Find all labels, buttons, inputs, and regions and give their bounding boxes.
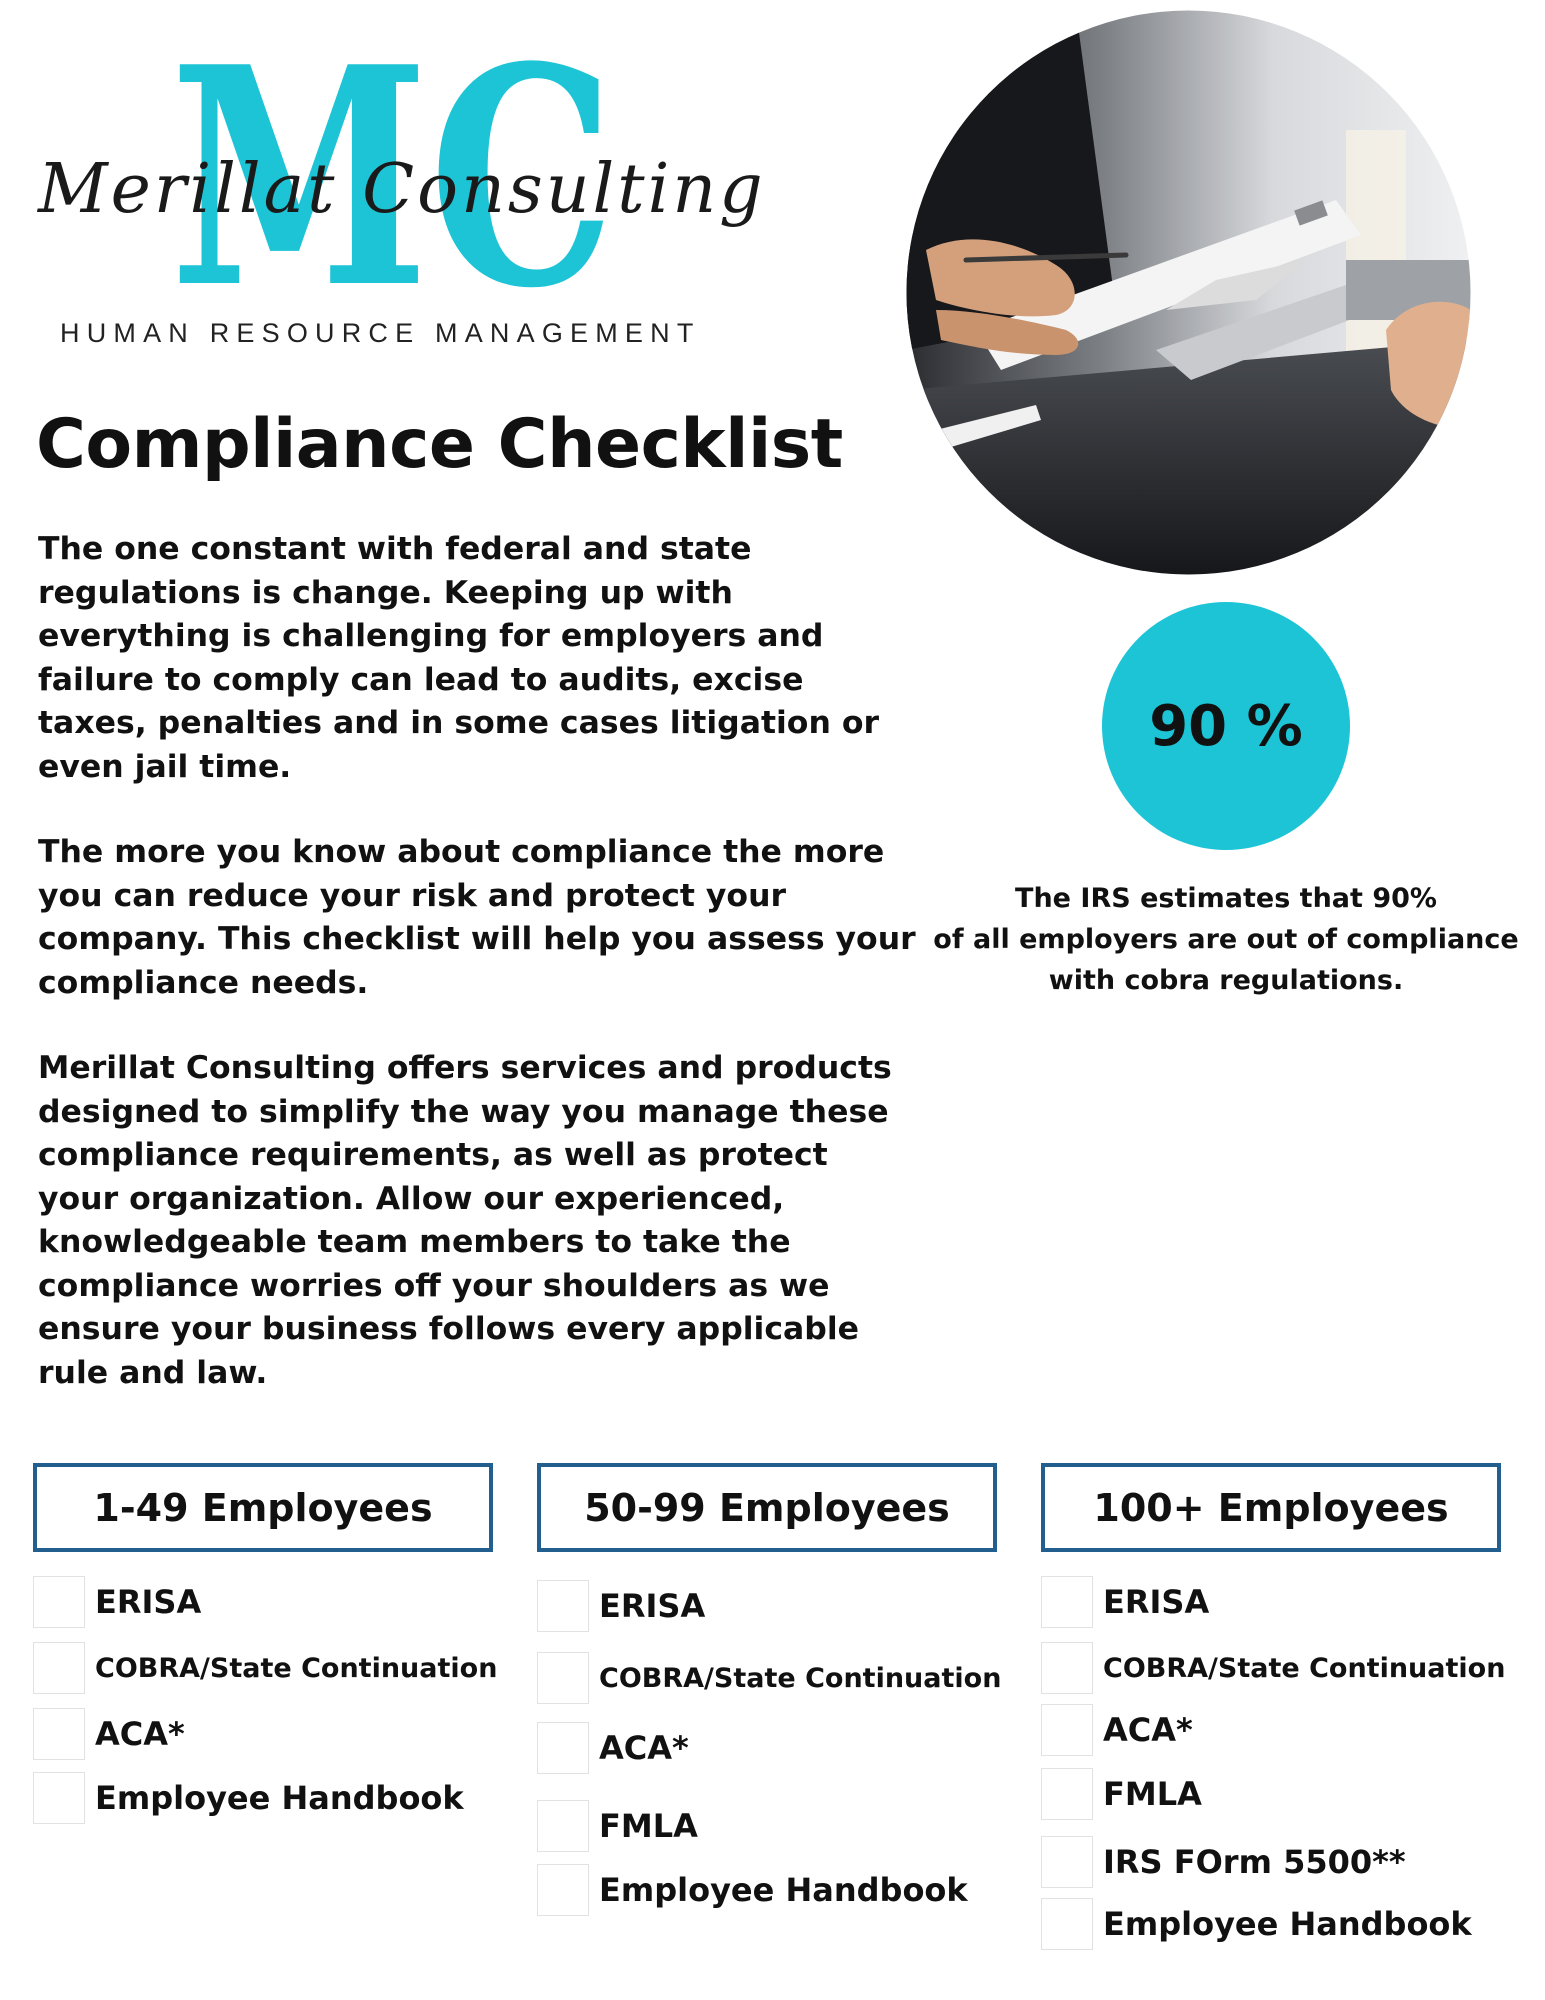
checklist-item-label: COBRA/State Continuation: [599, 1662, 1002, 1694]
intro-paragraph: The one constant with federal and state regulations is change. Keeping up with everything is challenging for employers and failure to comply can lead to audits, excise taxes, penalties and in some cases litigation or even jail time.: [38, 531, 880, 785]
checkbox[interactable]: [1041, 1642, 1093, 1694]
checkbox[interactable]: [537, 1864, 589, 1916]
checkbox[interactable]: [33, 1708, 85, 1760]
knowledge-paragraph: The more you know about compliance the more you can reduce your risk and protect your company. This checklist will help you assess your compliance needs.: [38, 834, 916, 1001]
svg-text:MC: MC: [170, 48, 615, 308]
checklist-item-label: Employee Handbook: [599, 1871, 968, 1909]
checklist-item[interactable]: [33, 1574, 201, 1630]
checklist-item-label: COBRA/State Continuation: [95, 1652, 498, 1684]
checklist-item-label: ERISA: [95, 1583, 202, 1621]
checklist-item[interactable]: [1041, 1640, 1505, 1696]
checklist-item-label: COBRA/State Continuation: [1103, 1652, 1506, 1684]
checkbox[interactable]: [33, 1576, 85, 1628]
checkbox[interactable]: [537, 1800, 589, 1852]
page-title: Compliance Checklist: [36, 405, 843, 484]
checkbox[interactable]: [537, 1652, 589, 1704]
column-header-100-plus: 100+ Employees: [1041, 1463, 1501, 1552]
checklist-item-label: IRS FOrm 5500**: [1103, 1843, 1406, 1881]
checkbox[interactable]: [1041, 1836, 1093, 1888]
checkbox[interactable]: [1041, 1898, 1093, 1950]
checklist-item[interactable]: [537, 1650, 1001, 1706]
column-header-1-49: 1-49 Employees: [33, 1463, 493, 1552]
checklist-item[interactable]: [33, 1770, 464, 1826]
checklist-item[interactable]: [1041, 1574, 1209, 1630]
checklist-item-label: ERISA: [599, 1587, 706, 1625]
business-meeting-photo: [906, 10, 1471, 575]
checklist-item[interactable]: [1041, 1766, 1202, 1822]
checklist-item[interactable]: [33, 1706, 185, 1762]
checklist-item-label: FMLA: [599, 1807, 698, 1845]
checklist-item-label: ACA*: [599, 1729, 689, 1767]
checkbox[interactable]: [537, 1722, 589, 1774]
checklist-item[interactable]: [1041, 1702, 1193, 1758]
checklist-item[interactable]: [1041, 1834, 1406, 1890]
stat-caption-line: of all employers are out of compliance: [933, 924, 1519, 955]
logo-script-name: Merillat Consulting: [38, 150, 766, 229]
checklist-item-label: ERISA: [1103, 1583, 1210, 1621]
checklist-item-label: FMLA: [1103, 1775, 1202, 1813]
checkbox[interactable]: [33, 1772, 85, 1824]
checklist-item[interactable]: [1041, 1896, 1472, 1952]
checklist-item[interactable]: [33, 1640, 497, 1696]
checklist-item-label: Employee Handbook: [95, 1779, 464, 1817]
checklist-item[interactable]: [537, 1720, 689, 1776]
stat-caption-line: The IRS estimates that 90%: [1015, 883, 1437, 914]
checkbox[interactable]: [1041, 1768, 1093, 1820]
checklist-item[interactable]: [537, 1798, 698, 1854]
column-header-50-99: 50-99 Employees: [537, 1463, 997, 1552]
logo-tagline: HUMAN RESOURCE MANAGEMENT: [60, 318, 701, 348]
stat-badge: [1102, 602, 1350, 850]
checklist-item-label: ACA*: [1103, 1711, 1193, 1749]
checklist-item-label: ACA*: [95, 1715, 185, 1753]
stat-value: 90 %: [1149, 693, 1303, 759]
stat-caption-line: with cobra regulations.: [1048, 965, 1404, 996]
checkbox[interactable]: [537, 1580, 589, 1632]
stat-caption: [926, 878, 1526, 1001]
checkbox[interactable]: [1041, 1576, 1093, 1628]
checkbox[interactable]: [1041, 1704, 1093, 1756]
services-paragraph: Merillat Consulting offers services and products designed to simplify the way you manage these compliance requirements, as well as protect your organization. Allow our experienced, knowledgeable team members to take the compliance worries off your shoulders as we ensure your business follows every applicable rule and law.: [38, 1050, 892, 1391]
checkbox[interactable]: [33, 1642, 85, 1694]
checklist-item[interactable]: [537, 1862, 968, 1918]
checklist-item-label: Employee Handbook: [1103, 1905, 1472, 1943]
checklist-item[interactable]: [537, 1578, 705, 1634]
